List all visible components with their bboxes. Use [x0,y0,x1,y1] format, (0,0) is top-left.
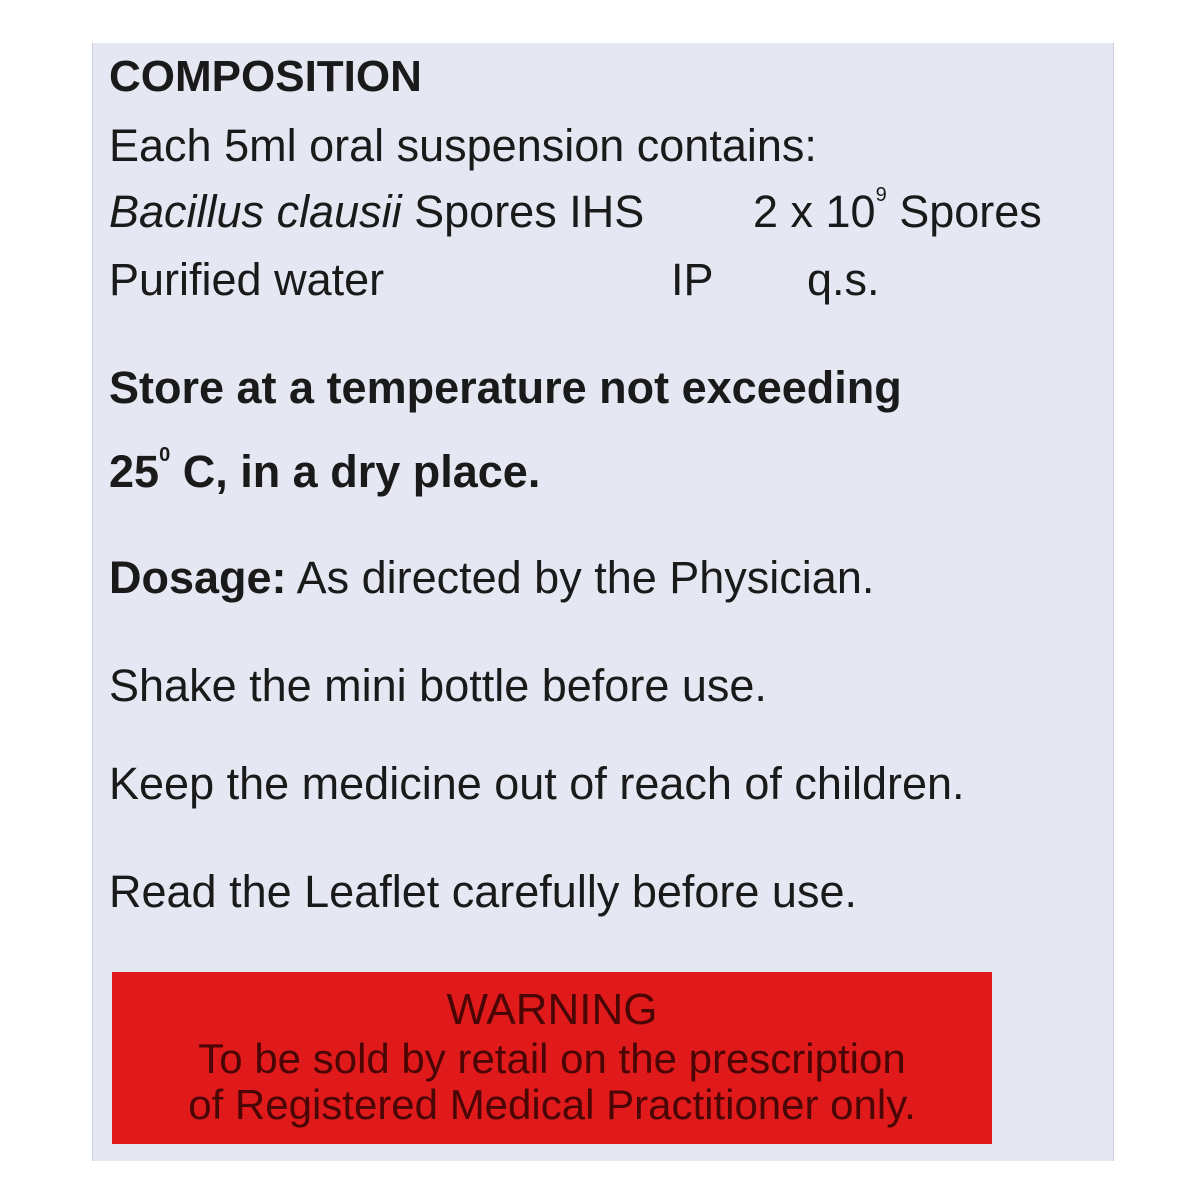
ingredient-1-amount-unit: Spores [886,186,1042,237]
instruction-read-leaflet: Read the Leaflet carefully before use. [109,866,857,917]
ingredient-2-amount: q.s. [807,254,880,305]
ingredient-1-amount-exponent: 9 [875,184,887,206]
warning-line-2: of Registered Medical Practitioner only. [188,1081,916,1128]
warning-box [112,972,992,1144]
label-panel [92,43,1114,1161]
ingredient-row-1 [109,184,1042,237]
ingredient-1-amount [753,184,1042,237]
warning-title: WARNING [446,985,658,1034]
dosage-line [109,552,875,603]
ingredient-2-standard: IP [671,254,714,305]
dosage-text: As directed by the Physician. [286,552,875,603]
storage-condition: C, in a dry place. [170,446,541,497]
ingredient-1-name: Bacillus clausii [109,186,402,237]
instruction-shake: Shake the mini bottle before use. [109,660,767,711]
storage-temperature: 25 [109,446,160,497]
storage-degree: 0 [159,444,171,466]
composition-heading: COMPOSITION [109,52,422,101]
ingredient-row-2 [109,254,1009,305]
ingredient-1-amount-base: 2 x 10 [753,186,876,237]
dosage-label: Dosage: [109,552,287,603]
storage-line-2 [109,444,541,497]
warning-line-1: To be sold by retail on the prescription [198,1035,906,1082]
instruction-keep-away: Keep the medicine out of reach of children. [109,758,965,809]
ingredient-1-suffix: Spores IHS [401,186,645,237]
composition-intro: Each 5ml oral suspension contains: [109,120,817,171]
storage-line-1: Store at a temperature not exceeding [109,362,902,413]
ingredient-2-name: Purified water [109,254,385,305]
